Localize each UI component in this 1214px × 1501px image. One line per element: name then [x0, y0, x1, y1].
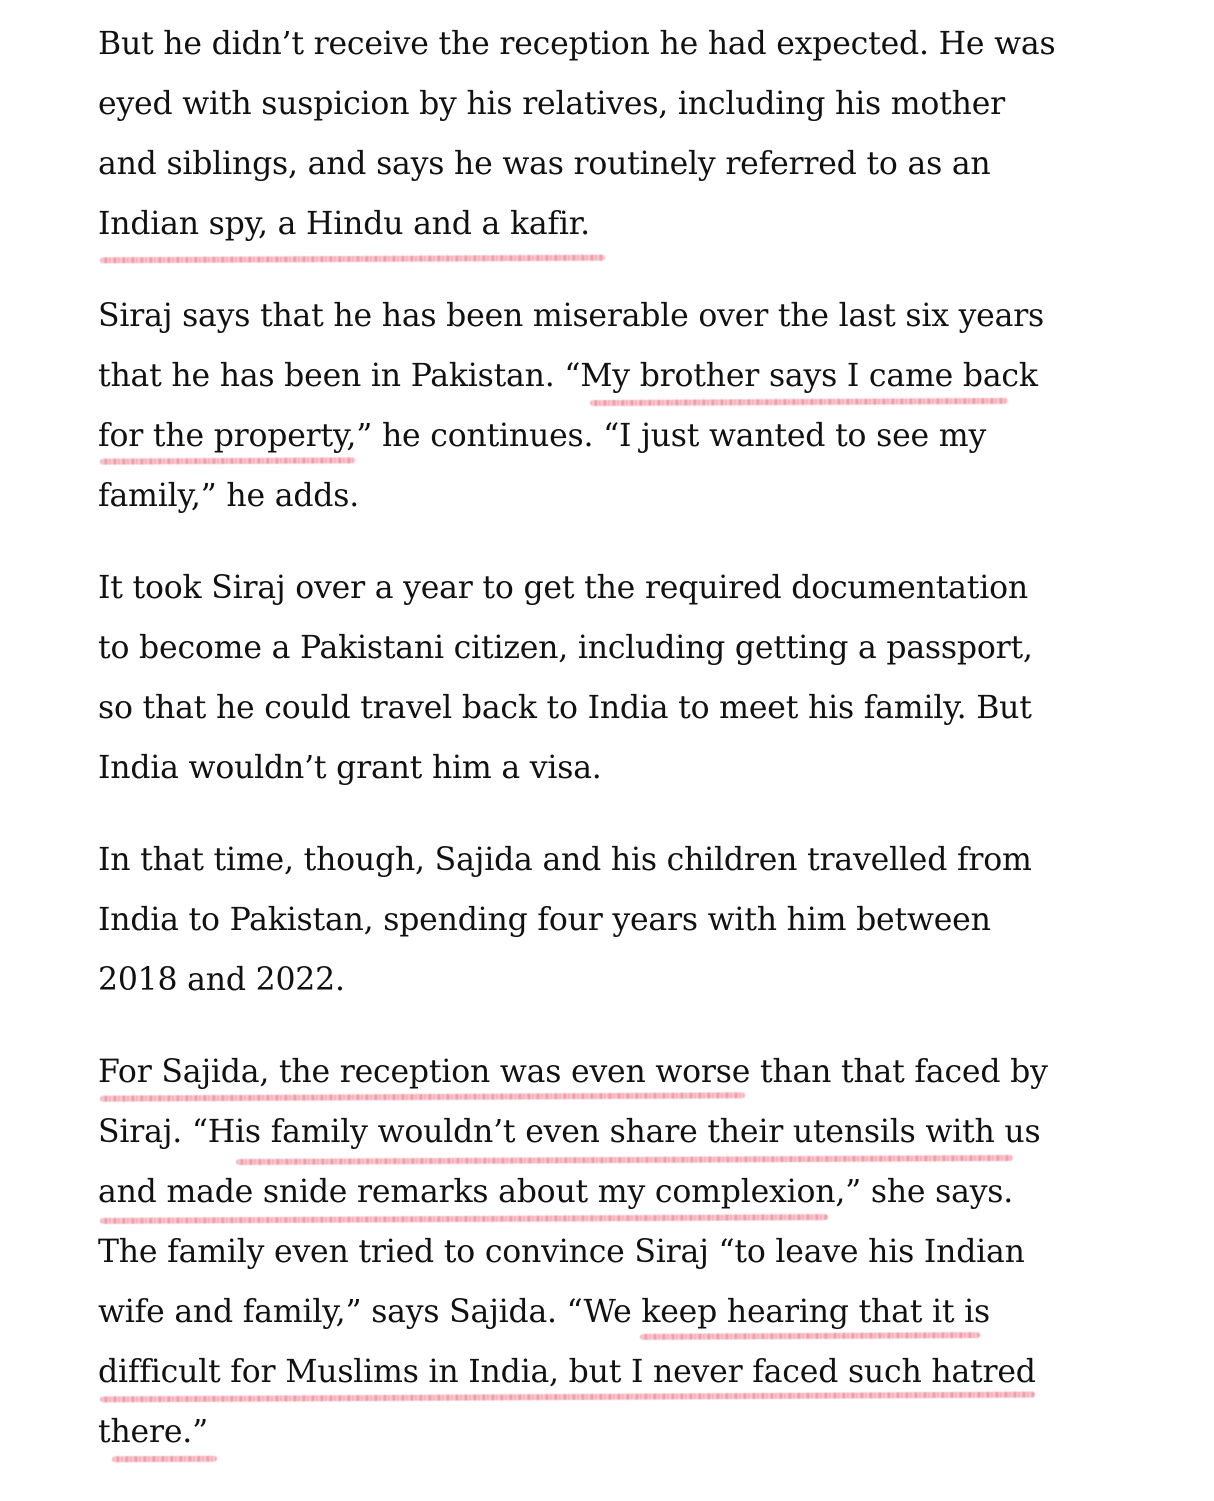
text-line: The family even tried to convince Siraj “to leave his Indian	[98, 1234, 1025, 1270]
text-line: for the property,” he continues. “I just wanted to see my	[98, 418, 987, 454]
text-line: eyed with suspicion by his relatives, including his mother	[98, 86, 1006, 122]
text-line: In that time, though, Sajida and his children travelled from	[98, 842, 1032, 878]
text-line: Siraj says that he has been miserable over the last six years	[98, 298, 1045, 334]
text-line: that he has been in Pakistan. “My brother says I came back	[98, 358, 1038, 394]
text-line: and siblings, and says he was routinely referred to as an	[98, 146, 991, 182]
text-line: so that he could travel back to India to meet his family. But	[98, 690, 1032, 726]
text-line: family,” he adds.	[98, 478, 360, 514]
article-body	[98, 14, 1098, 1462]
text-line: difficult for Muslims in India, but I never faced such hatred	[98, 1354, 1036, 1390]
text-line: It took Siraj over a year to get the required documentation	[98, 570, 1028, 606]
paragraph-3	[98, 558, 1098, 798]
text-line: India wouldn’t grant him a visa.	[98, 750, 602, 786]
text-line: But he didn’t receive the reception he had expected. He was	[98, 26, 1056, 62]
pen-underline-mark	[112, 1456, 217, 1463]
paragraph-1	[98, 14, 1098, 254]
text-line: India to Pakistan, spending four years with him between	[98, 902, 991, 938]
text-line: 2018 and 2022.	[98, 962, 345, 998]
paragraph-4	[98, 830, 1098, 1010]
text-line: Siraj. “His family wouldn’t even share their utensils with us	[98, 1114, 1041, 1150]
text-line: Indian spy, a Hindu and a kafir.	[98, 206, 590, 242]
text-line: to become a Pakistani citizen, including getting a passport,	[98, 630, 1033, 666]
text-line: there.”	[98, 1414, 209, 1450]
text-line: and made snide remarks about my complexion,” she says.	[98, 1174, 1014, 1210]
text-line: For Sajida, the reception was even worse than that faced by	[98, 1054, 1048, 1090]
text-line: wife and family,” says Sajida. “We keep hearing that it is	[98, 1294, 990, 1330]
